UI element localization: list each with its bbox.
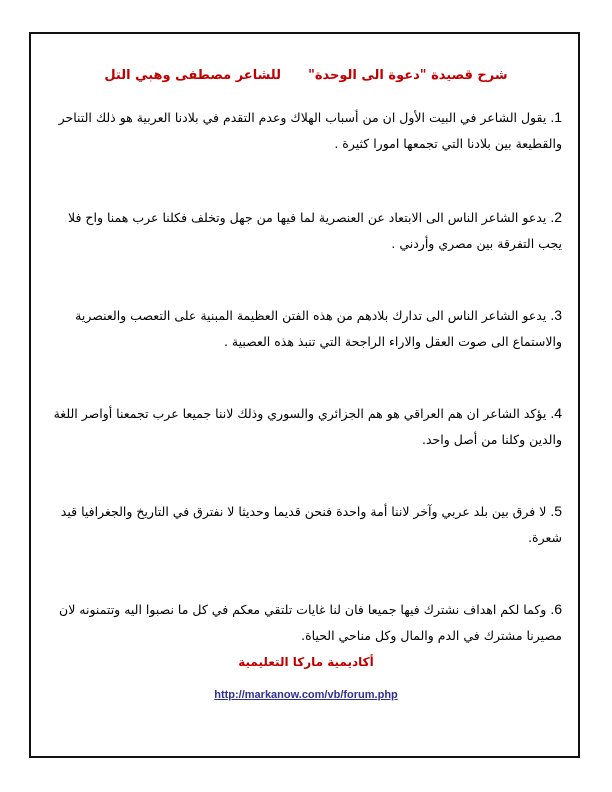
paragraph-number: 3. [550, 307, 562, 323]
forum-link[interactable]: http://markanow.com/vb/forum.php [214, 689, 398, 701]
paragraph-1 [50, 104, 562, 157]
paragraph-text: يؤكد الشاعر ان هم العراقي هو هم الجزائري والسوري وذلك لاننا جميعا عرب تجمعنا أواصر اللغة والدين وكلنا من أصل واحد. [53, 406, 562, 447]
paragraph-number: 5. [550, 503, 562, 519]
paragraph-text: يقول الشاعر في البيت الأول ان من أسباب الهلاك وعدم التقدم في بلادنا العربية هو ذلك التناحر والقطيعة بين بلادنا التي تجمعها امورا كثيرة . [58, 110, 562, 151]
paragraph-2 [50, 204, 562, 257]
page-title [60, 68, 552, 83]
paragraph-6 [50, 596, 562, 649]
paragraph-text: لا فرق بين بلد عربي وآخر لاننا أمة واحدة فنحن قديما وحديثا لا نفترق في التاريخ والجغرافيا قيد شعرة. [60, 504, 562, 545]
paragraph-text: يدعو الشاعر الناس الى الابتعاد عن العنصرية لما فيها من جهل وتخلف فكلنا عرب همنا واح فلا يجب التفرقة بين مصري وأردني . [68, 210, 562, 251]
title-poem: شرح قصيدة "دعوة الى الوحدة" [308, 68, 508, 83]
paragraph-4 [50, 400, 562, 453]
title-poet: للشاعر مصطفى وهبي التل [104, 68, 281, 83]
paragraph-text: وكما لكم اهداف نشترك فيها جميعا فان لنا غايات تلتقي معكم في كل ما نصبوا اليه وتتمنونه لان مصيرنا مشترك في الدم والمال وكل مناحي الحياة. [59, 602, 562, 643]
academy-name: أكاديمية ماركا التعليمية [238, 655, 374, 669]
paragraph-number: 1. [550, 109, 562, 125]
paragraph-number: 4. [550, 405, 562, 421]
paragraph-number: 6. [550, 601, 562, 617]
paragraph-3 [50, 302, 562, 355]
paragraph-number: 2. [550, 209, 562, 225]
paragraph-text: يدعو الشاعر الناس الى تدارك بلادهم من هذه الفتن العظيمة المبنية على التعصب والعنصرية والاستماع الى صوت العقل والاراء الراجحة التي تنبذ هذه العصبية . [75, 308, 562, 349]
paragraph-5 [50, 498, 562, 551]
